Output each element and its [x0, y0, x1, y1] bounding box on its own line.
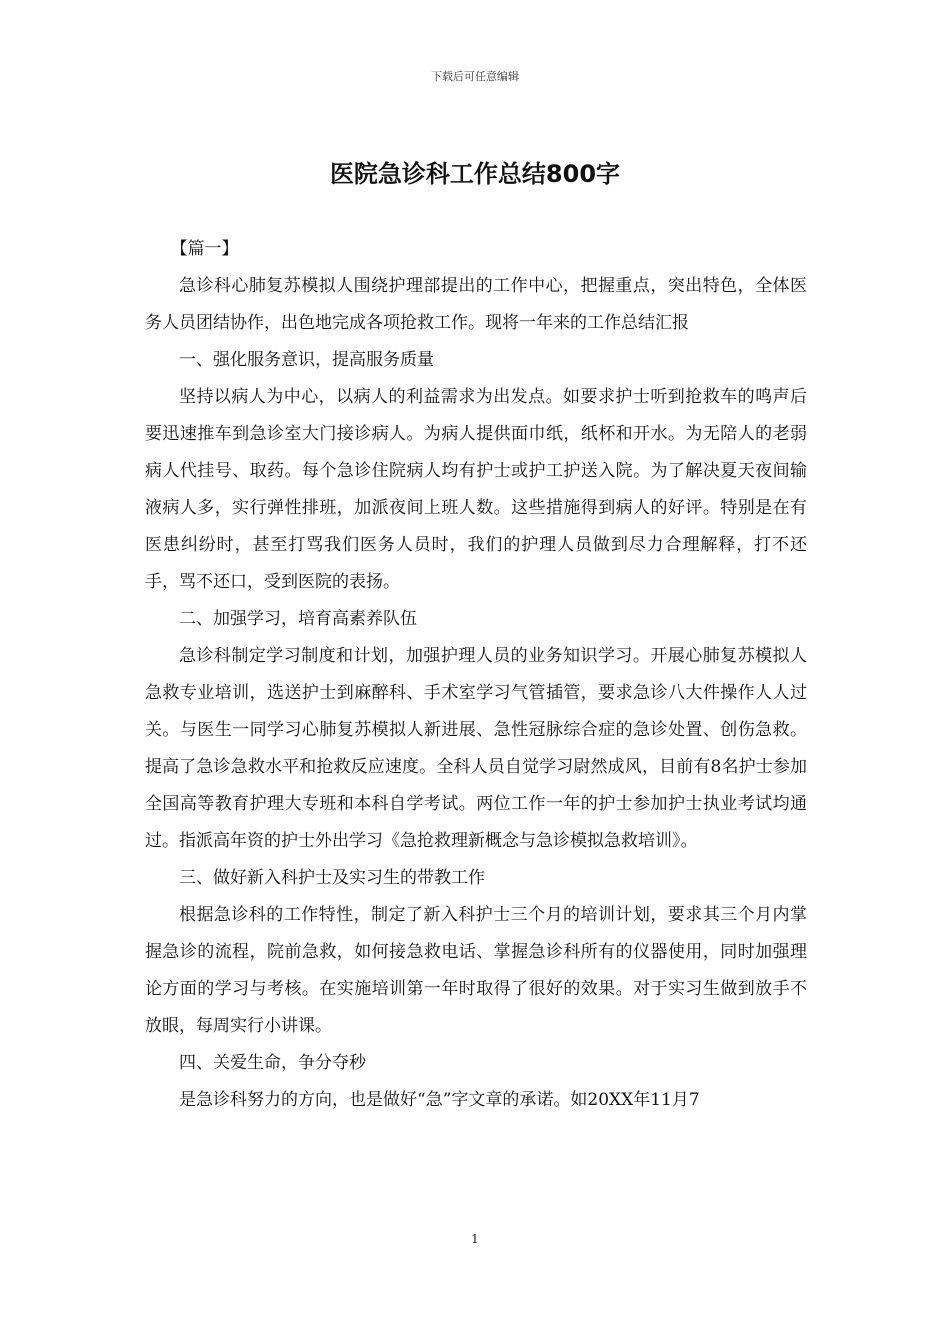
page-number: 1 — [471, 1232, 479, 1246]
section-heading-1: 一、强化服务意识，提高服务质量 — [179, 350, 434, 370]
section-heading-3: 三、做好新入科护士及实习生的带教工作 — [179, 868, 485, 888]
section-heading-4: 四、关爱生命，争分夺秒 — [179, 1053, 366, 1073]
document-title: 医院急诊科工作总结800字 — [329, 160, 621, 188]
section-tag: 【篇一】 — [170, 239, 239, 259]
document-body — [145, 231, 807, 1119]
section-paragraph-1: 坚持以病人为中心，以病人的利益需求为出发点。如要求护士听到抢救车的鸣声后要迅速推车到急诊室大门接诊病人。为病人提供面巾纸，纸杯和开水。为无陪人的老弱病人代挂号、取药。每个急诊住院病人均有护士或护工护送入院。为了解决夏天夜间输液病人多，实行弹性排班，加派夜间上班人数。这些措施得到病人的好评。特别是在有医患纠纷时，甚至打骂我们医务人员时，我们的护理人员做到尽力合理解释，打不还手，骂不还口，受到医院的表扬。 — [145, 387, 807, 592]
section-heading-2: 二、加强学习，培育高素养队伍 — [179, 609, 417, 629]
intro-paragraph: 急诊科心肺复苏模拟人围绕护理部提出的工作中心，把握重点，突出特色，全体医务人员团结协作，出色地完成各项抢救工作。现将一年来的工作总结汇报 — [145, 276, 807, 333]
section-paragraph-4: 是急诊科努力的方向，也是做好“急”字文章的承诺。如20XX年11月7 — [179, 1090, 700, 1110]
section-paragraph-3: 根据急诊科的工作特性，制定了新入科护士三个月的培训计划，要求其三个月内掌握急诊的流程，院前急救，如何接急救电话、掌握急诊科所有的仪器使用，同时加强理论方面的学习与考核。在实施培训第一年时取得了很好的效果。对于实习生做到放手不放眼，每周实行小讲课。 — [145, 905, 807, 1036]
header-note: 下载后可任意编辑 — [431, 70, 519, 83]
section-paragraph-2: 急诊科制定学习制度和计划，加强护理人员的业务知识学习。开展心肺复苏模拟人急救专业培训，选送护士到麻醉科、手术室学习气管插管，要求急诊八大件操作人人过关。与医生一同学习心肺复苏模拟人新进展、急性冠脉综合症的急诊处置、创伤急救。提高了急诊急救水平和抢救反应速度。全科人员自觉学习尉然成风，目前有8名护士参加全国高等教育护理大专班和本科自学考试。两位工作一年的护士参加护士执业考试均通过。指派高年资的护士外出学习《急抢救理新概念与急诊模拟急救培训》。 — [145, 646, 807, 851]
